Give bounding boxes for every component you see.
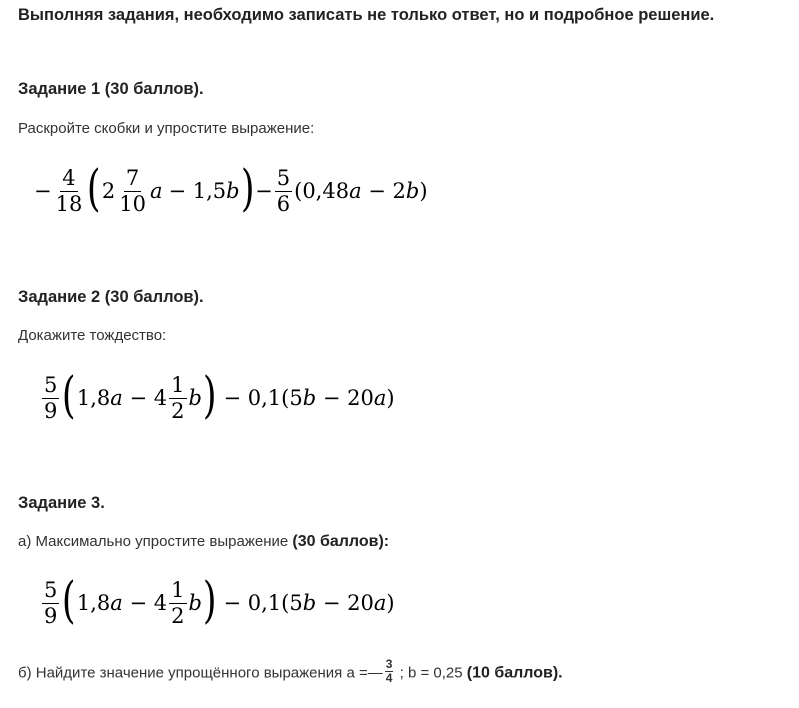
right-paren: ) bbox=[240, 159, 255, 217]
whole-part: 2 bbox=[101, 179, 116, 203]
denominator: 2 bbox=[171, 603, 185, 628]
part-a-text: а) Максимально упростите выражение bbox=[18, 533, 293, 550]
term: − 20 bbox=[316, 591, 374, 615]
close-paren: ) bbox=[386, 591, 395, 615]
denominator: 4 bbox=[385, 671, 393, 686]
numerator: 7 bbox=[125, 166, 140, 191]
var-a: a bbox=[349, 179, 362, 203]
denominator: 18 bbox=[55, 191, 83, 216]
term: 1,8 bbox=[76, 386, 111, 410]
term: − 1,5 bbox=[168, 179, 227, 203]
term: − 0,1(5 bbox=[223, 591, 303, 615]
var-b: b bbox=[405, 179, 420, 203]
denominator: 9 bbox=[44, 603, 58, 628]
term: 1,8 bbox=[76, 591, 111, 615]
task1-text: Раскройте скобки и упростите выражение: bbox=[18, 120, 315, 137]
term: − 0,1(5 bbox=[223, 386, 303, 410]
var-b: b bbox=[302, 591, 317, 615]
var-a: a bbox=[110, 386, 123, 410]
term: − 4 bbox=[122, 386, 168, 410]
numerator: 1 bbox=[171, 578, 185, 603]
fraction-1-2 bbox=[169, 374, 186, 421]
fraction-1-2 bbox=[169, 579, 186, 626]
var-a: a bbox=[373, 386, 387, 410]
fraction-5-9 bbox=[42, 579, 59, 626]
instructions: Выполняя задания, необходимо записать не только ответ, но и подробное решение. bbox=[18, 6, 715, 24]
term: − 4 bbox=[122, 591, 168, 615]
numerator: 5 bbox=[276, 166, 291, 191]
part-b-after: ; b = 0,25 bbox=[395, 664, 467, 682]
sign: − bbox=[34, 179, 52, 203]
var-a: a bbox=[149, 179, 163, 203]
var-b: b bbox=[226, 179, 240, 203]
left-paren: ( bbox=[62, 571, 76, 629]
denominator: 2 bbox=[171, 398, 185, 423]
term: (0,48 bbox=[294, 179, 350, 203]
task3-expression bbox=[40, 571, 395, 629]
numerator: 5 bbox=[44, 373, 58, 398]
term: − 20 bbox=[316, 386, 374, 410]
task1-heading: Задание 1 (30 баллов). bbox=[18, 80, 204, 98]
var-b: b bbox=[188, 591, 202, 615]
var-a: a bbox=[373, 591, 387, 615]
numerator: 3 bbox=[385, 657, 393, 671]
task1-expression bbox=[34, 159, 428, 217]
minus: − bbox=[255, 179, 273, 203]
denominator: 6 bbox=[276, 191, 291, 216]
right-paren: ) bbox=[202, 366, 217, 424]
left-paren: ( bbox=[62, 366, 76, 424]
fraction-5-6 bbox=[275, 167, 292, 214]
close-paren: ) bbox=[386, 386, 395, 410]
task3-part-a bbox=[18, 533, 389, 551]
close-paren: ) bbox=[419, 179, 428, 203]
var-a: a bbox=[110, 591, 123, 615]
task2-heading: Задание 2 (30 баллов). bbox=[18, 288, 204, 306]
numerator: 4 bbox=[62, 166, 76, 191]
task2-text: Докажите тождество: bbox=[18, 327, 167, 344]
part-a-points: (30 баллов): bbox=[292, 533, 390, 550]
denominator: 9 bbox=[44, 398, 58, 423]
numerator: 1 bbox=[171, 373, 185, 398]
task2-expression bbox=[40, 366, 395, 424]
task3-heading: Задание 3. bbox=[18, 494, 105, 512]
fraction-4-18 bbox=[54, 167, 85, 214]
fraction-5-9 bbox=[42, 374, 59, 421]
denominator: 10 bbox=[119, 191, 146, 216]
fraction-7-10 bbox=[117, 167, 148, 214]
left-paren: ( bbox=[87, 159, 101, 217]
numerator: 5 bbox=[44, 578, 58, 603]
part-b-points: (10 баллов). bbox=[466, 664, 563, 682]
var-b: b bbox=[302, 386, 317, 410]
term: − 2 bbox=[361, 179, 406, 203]
right-paren: ) bbox=[202, 571, 217, 629]
part-b-text: б) Найдите значение упрощённого выражения а =— bbox=[18, 664, 383, 682]
fraction-3-4 bbox=[385, 658, 394, 685]
var-b: b bbox=[188, 386, 202, 410]
task3-part-b bbox=[18, 657, 563, 687]
